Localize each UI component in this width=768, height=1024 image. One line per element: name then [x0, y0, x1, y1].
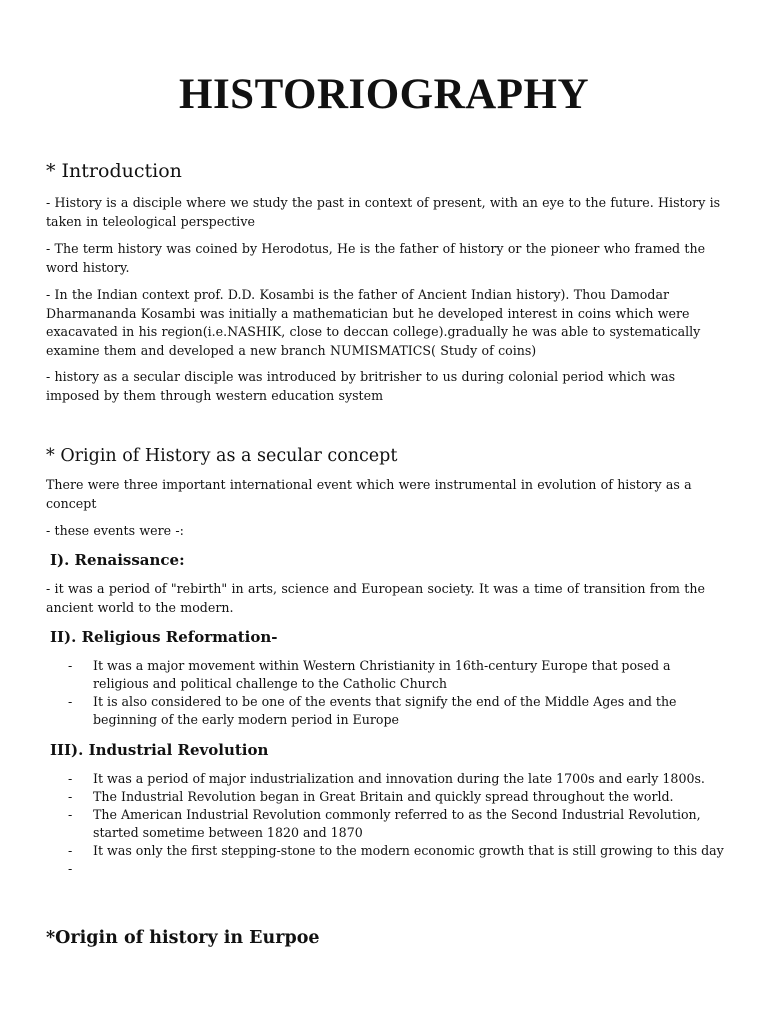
reformation-heading: II). Religious Reformation- [50, 628, 278, 646]
origin-heading: * Origin of History as a secular concept [46, 446, 398, 466]
list-item [46, 842, 726, 860]
list-item [46, 657, 726, 693]
bullet-dash: - [68, 694, 73, 709]
renaissance-paragraph: - it was a period of "rebirth" in arts, science and European society. It was a time of transition from the ancient world to the modern. [46, 581, 705, 615]
list-item-text [93, 861, 97, 876]
events-label: - these events were -: [46, 523, 184, 538]
introduction-heading: * Introduction [46, 160, 182, 182]
bullet-dash: - [68, 658, 73, 673]
list-item [46, 693, 726, 729]
list-item-text: It was a major movement within Western Christianity in 16th-century Europe that posed a religious and political challenge to the Catholic Church [93, 658, 671, 691]
bullet-dash: - [68, 789, 73, 804]
list-item-text: The American Industrial Revolution commonly referred to as the Second Industrial Revolution, started sometime between 1820 and 1870 [93, 807, 701, 840]
bullet-dash: - [68, 843, 73, 858]
intro-paragraph-2: - The term history was coined by Herodotus, He is the father of history or the pioneer who framed the word history. [46, 241, 706, 275]
bullet-dash: - [68, 807, 73, 822]
list-item-text: It was only the first stepping-stone to the modern economic growth that is still growing to this day [93, 843, 724, 858]
list-item [46, 788, 726, 806]
list-item [46, 770, 726, 788]
industrial-heading: III). Industrial Revolution [50, 741, 269, 759]
intro-paragraph-1: - History is a disciple where we study the past in context of present, with an eye to the future. History is taken in teleological perspective [46, 195, 721, 229]
page-title: HISTORIOGRAPHY [179, 71, 589, 118]
bullet-dash: - [68, 861, 73, 876]
intro-paragraph-3: - In the Indian context prof. D.D. Kosambi is the father of Ancient Indian history). Thou Damodar Dharmananda Kosambi was initially a mathematician but he developed interest in coins which were exacavated in his region(i.e.NASHIK, close to deccan college).gradually he was able to systematically examine them and developed a new branch NUMISMATICS( Study of coins) [46, 287, 701, 358]
reformation-list [46, 657, 726, 729]
origin-intro-paragraph: There were three important international event which were instrumental in evolution of history as a concept [46, 477, 692, 511]
list-item-text: The Industrial Revolution began in Great Britain and quickly spread throughout the world. [93, 789, 674, 804]
intro-paragraph-4: - history as a secular disciple was introduced by britrisher to us during colonial period which was imposed by them through western education system [46, 369, 676, 403]
list-item-text: It is also considered to be one of the events that signify the end of the Middle Ages and the beginning of the early modern period in Europe [93, 694, 677, 727]
europe-heading: *Origin of history in Eurpoe [46, 928, 320, 948]
industrial-list [46, 770, 726, 878]
list-item [46, 806, 726, 842]
list-item-text: It was a period of major industrialization and innovation during the late 1700s and early 1800s. [93, 771, 705, 786]
list-item [46, 860, 726, 878]
bullet-dash: - [68, 771, 73, 786]
renaissance-heading: I). Renaissance: [50, 551, 185, 569]
